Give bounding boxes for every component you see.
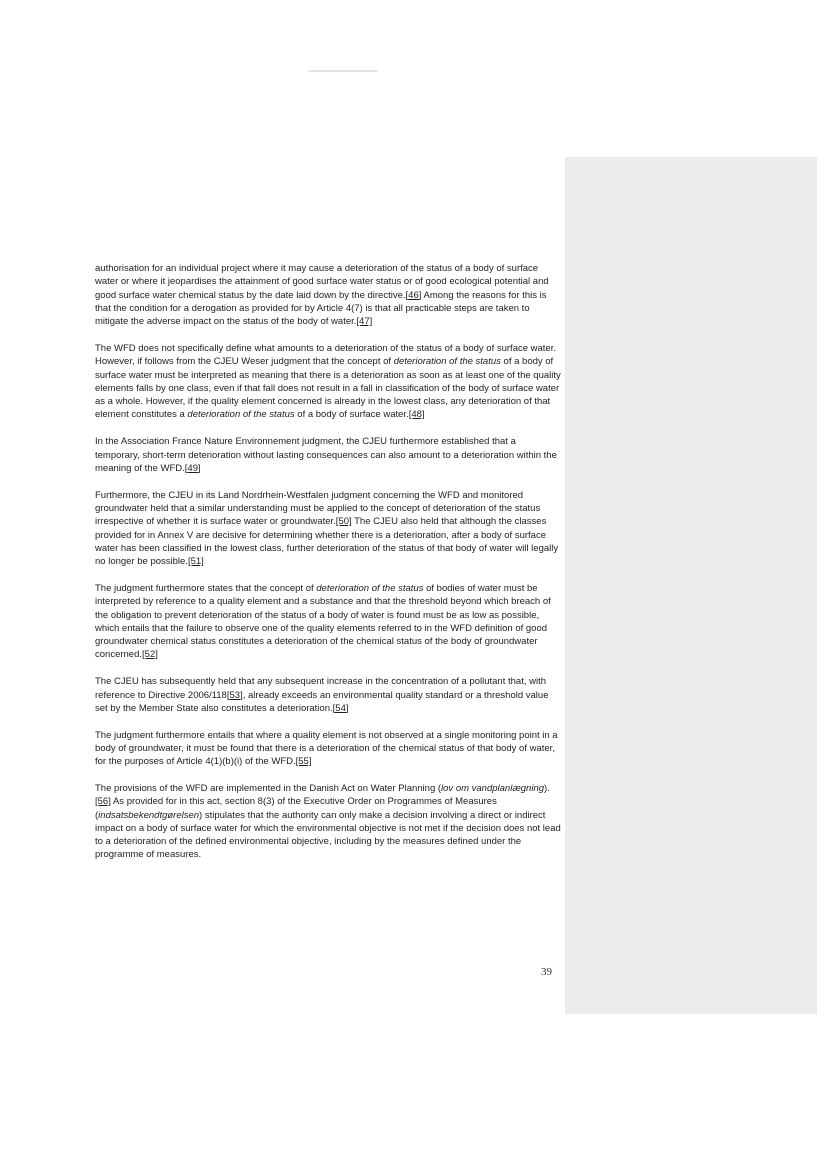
footnote-link[interactable]: [47] [356,316,373,328]
footnote-link[interactable]: [48] [408,409,425,421]
text-run: of a body of surface water. [294,409,409,421]
paragraph [95,489,563,569]
footnote-link[interactable]: [55] [295,756,312,768]
italic-term: lov om vandplanlægning [441,783,545,794]
text-run: The provisions of the WFD are implemented in the Danish Act on Water Planning ( [95,783,442,794]
paragraph [95,782,563,862]
text-run: The CJEU has subsequently held that any subsequent increase in the concentration of a pollutant that, with reference to Directive 2006/118 [95,676,547,701]
paragraph [95,729,563,769]
italic-term: deterioration of the status [316,582,424,594]
text-run: Among the reasons for this is that the condition for a derogation as provided for by Article 4(7) is that all practicable steps are taken to mitigate the adverse impact on the status of the body of water. [95,289,547,328]
text-run: The WFD does not specifically define what amounts to a deterioration of the status of a body of surface water. However, if follows from the CJEU Weser judgment that the concept of [95,342,556,368]
footnote-link[interactable]: [56] [95,796,111,808]
paragraph [95,582,563,662]
text-run: ) stipulates that the authority can only make a decision involving a direct or indirect impact on a body of surface water for which the environmental objective is not met if the decision does not lead to a deterioration of the defined environmental objective, including by the measures defined under the programme of measures. [95,809,561,861]
text-run: In the Association France Nature Environnement judgment, the CJEU furthermore established that a temporary, short-term deterioration without lasting consequences can also amount to a deterioration within the meaning of the WFD. [95,436,557,474]
text-run: As provided for in this act, section 8(3) of the Executive Order on Programmes of Measures ( [95,796,497,821]
footnote-link[interactable]: [51] [187,556,204,568]
footnote-link[interactable]: [50] [335,516,352,528]
paragraph [95,342,563,422]
footnote-link[interactable]: [53] [226,689,243,701]
text-run: Furthermore, the CJEU in its Land Nordrhein-Westfalen judgment concerning the WFD and monitored groundwater held that a similar understanding must be applied to the concept of deterioration of the status irrespective of whether it is surface water or groundwater. [95,489,541,528]
header-smudge [308,70,378,72]
document-body [95,262,563,875]
text-run: The judgment furthermore states that the concept of [95,582,317,594]
footnote-link[interactable]: [49] [184,462,201,474]
text-run: of bodies of water must be interpreted by reference to a quality element and a substance and that the threshold beyond which breach of the obligation to prevent deterioration of the status of a body of water is found must be as low as possible, which entails that the failure to observe one of the quality elements referred to in the WFD definition of good groundwater chemical status constitutes a deterioration of the chemical status of the body of groundwater concerned. [95,582,551,661]
footnote-link[interactable]: [54] [332,702,349,714]
paragraph [95,262,563,328]
paragraph [95,435,563,475]
page-number: 39 [541,966,552,978]
text-run: The CJEU also held that although the classes provided for in Annex V are decisive for determining whether there is a deterioration, after a body of surface water has been classified in the lowest class, further deterioration of the status of that body of water will legally no longer be possible. [95,516,559,568]
footnote-link[interactable]: [52] [142,649,158,661]
italic-term: indsatsbekendtgørelsen [98,809,200,821]
comment-margin-panel [565,157,817,1014]
text-run: of a body of surface water must be interpreted as meaning that there is a deterioration as soon as at least one of the quality elements falls by one class, even if that fall does not result in a fall in classification of the body of surface water as a whole. However, if the quality element concerned is already in the lowest class, any deterioration of that element constitutes a [95,356,561,421]
italic-term: deterioration of the status [393,356,501,368]
text-run: , already exceeds an environmental quality standard or a threshold value set by the Member State also constitutes a deterioration. [95,689,549,714]
footnote-link[interactable]: [46] [405,289,422,301]
paragraph [95,675,563,715]
text-run: The judgment furthermore entails that where a quality element is not observed at a single monitoring point in a body of groundwater, it must be found that there is a deterioration of the chemical status of that body of water, for the purposes of Article 4(1)(b)(i) of the WFD. [95,729,558,768]
text-run: ). [544,783,550,794]
italic-term: deterioration of the status [187,409,295,421]
text-run: authorisation for an individual project where it may cause a deterioration of the status of a body of surface water or where it jeopardises the attainment of good surface water status or of good ecological potential and good surface water chemical status by the date laid down by the directive. [95,263,549,301]
